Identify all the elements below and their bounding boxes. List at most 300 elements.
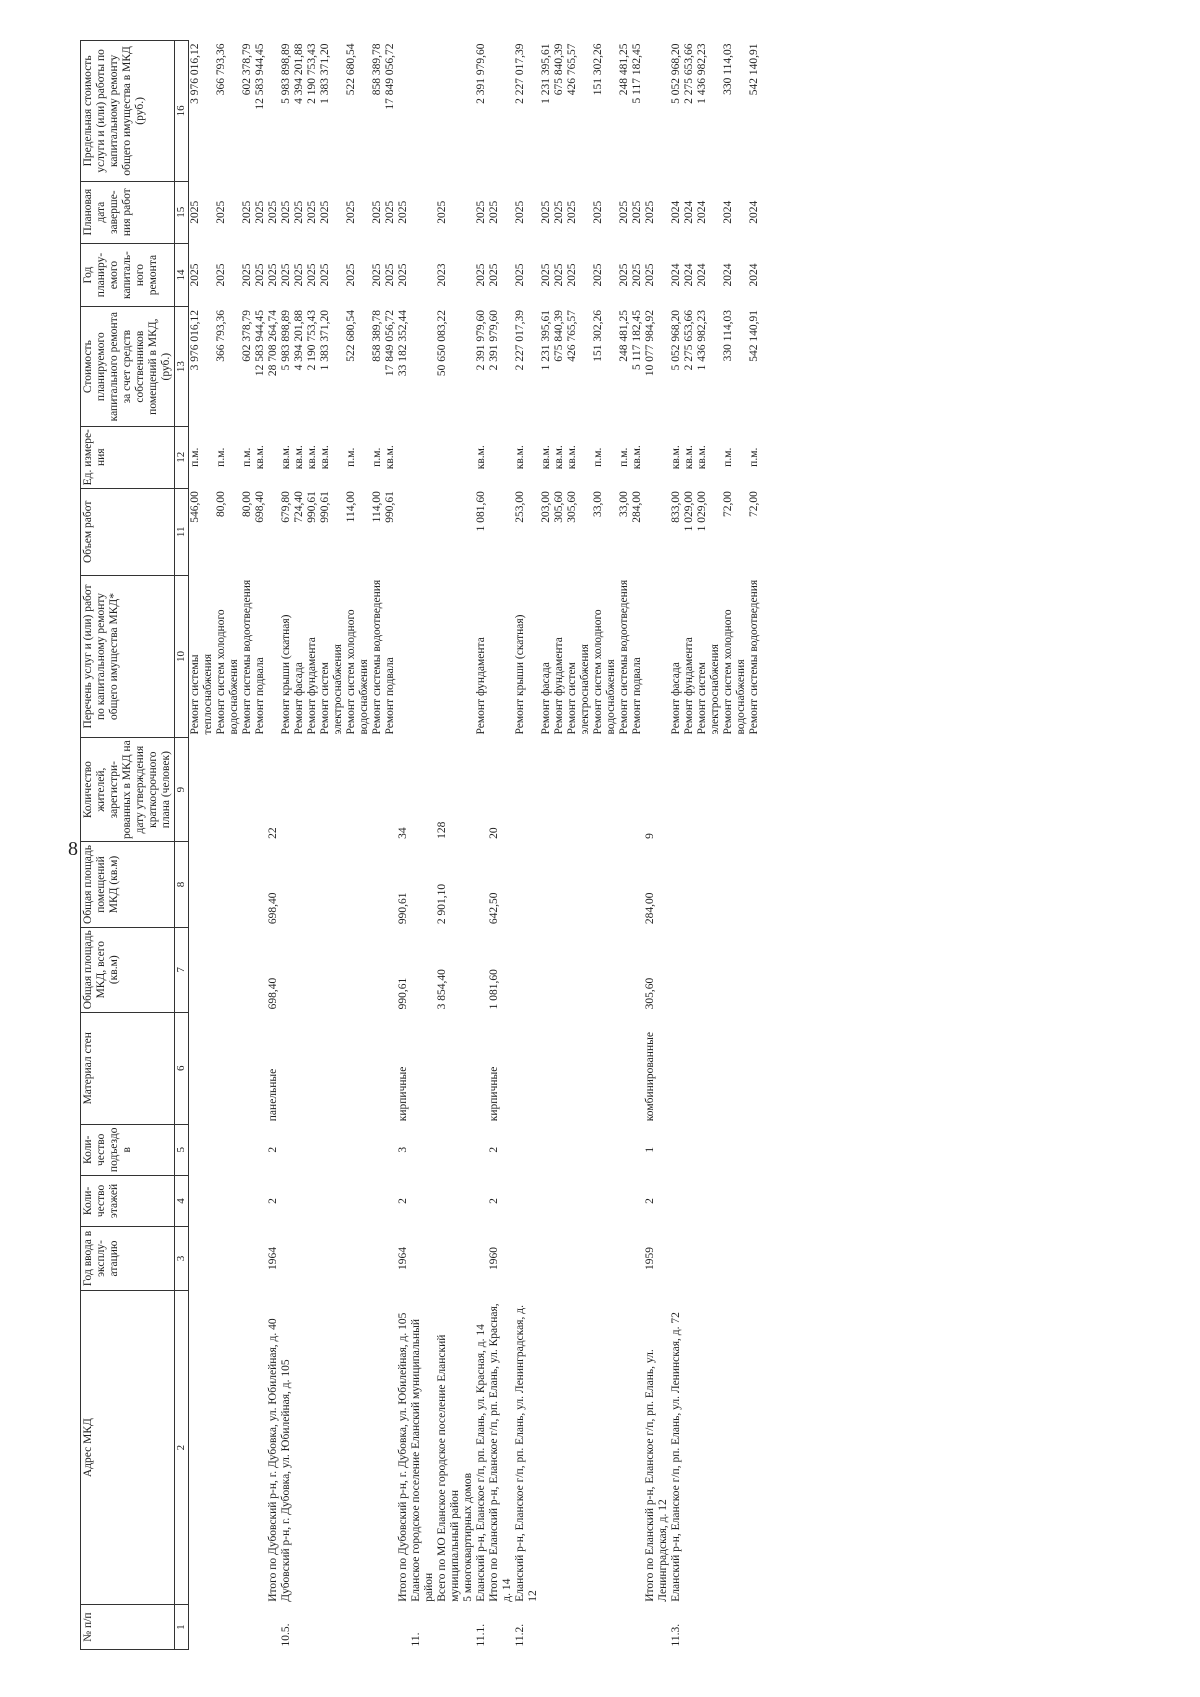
table-cell: 990,61 <box>397 892 409 925</box>
table-cell <box>514 1124 540 1175</box>
table-cell <box>696 1124 722 1175</box>
table-cell <box>293 1290 306 1604</box>
table-cell <box>345 1124 371 1175</box>
table-cell <box>592 1605 618 1650</box>
table-cell <box>462 842 475 927</box>
table-cell: 2024 <box>748 200 760 224</box>
table-cell: 3 <box>397 1146 409 1153</box>
table-cell: 675 840,39 <box>553 310 565 362</box>
table-cell: 34 <box>397 827 409 839</box>
table-cell <box>631 1175 644 1226</box>
table-cell <box>475 1012 488 1124</box>
table-cell: кв.м. <box>566 445 578 470</box>
table-cell <box>306 927 319 1012</box>
table-cell <box>644 426 670 488</box>
table-cell <box>488 1605 514 1650</box>
table-cell <box>540 1124 553 1175</box>
table-cell <box>293 1124 306 1175</box>
table-cell <box>319 842 345 927</box>
column-number: 11 <box>175 488 189 575</box>
table-row <box>683 41 696 1650</box>
table-row <box>644 41 670 1650</box>
table-cell: 2025 <box>553 200 565 224</box>
table-cell: 2025 <box>397 200 409 224</box>
table-cell <box>371 1290 384 1604</box>
table-cell <box>683 1012 696 1124</box>
table-cell: 542 140,91 <box>748 43 760 96</box>
table-cell: 11.2. <box>514 1623 526 1647</box>
table-cell <box>514 842 540 927</box>
table-cell: 284,00 <box>631 491 643 523</box>
table-cell: 2025 <box>618 200 630 224</box>
table-cell <box>254 1175 267 1226</box>
table-cell <box>566 1124 592 1175</box>
table-cell <box>683 842 696 927</box>
table-row <box>384 41 397 1650</box>
table-cell <box>670 927 683 1012</box>
table-cell <box>267 426 280 488</box>
table-cell <box>722 1227 748 1291</box>
table-cell: 2025 <box>371 263 383 287</box>
table-row <box>722 41 748 1650</box>
table-cell: 2025 <box>475 200 487 224</box>
table-cell: Ремонт подвала <box>631 657 643 735</box>
table-cell: Еланское городское поселение Еланский муниципальный район <box>410 1318 435 1602</box>
table-cell: 3 976 016,12 <box>189 43 201 104</box>
table-cell: 5 052 968,20 <box>670 310 682 371</box>
table-cell: Ремонт крыши (скатная) <box>514 614 526 735</box>
table-cell <box>371 1175 384 1226</box>
table-cell: 2025 <box>436 200 448 224</box>
table-cell <box>371 842 384 927</box>
table-cell: Ремонт систем электроснабжения <box>319 644 344 735</box>
table-cell <box>566 1175 592 1226</box>
table-cell: 1959 <box>644 1246 656 1270</box>
table-cell: кв.м. <box>514 445 526 470</box>
table-cell <box>696 1605 722 1650</box>
table-cell: 1 383 371,20 <box>319 43 331 104</box>
table-cell: 11. <box>410 1632 422 1647</box>
table-cell: 2024 <box>683 263 695 287</box>
table-cell: 2025 <box>215 200 227 224</box>
table-row <box>293 41 306 1650</box>
table-row <box>371 41 384 1650</box>
table-cell <box>267 576 280 738</box>
table-cell <box>748 927 761 1012</box>
table-cell: 12 583 944,45 <box>254 310 266 377</box>
table-cell <box>436 41 462 182</box>
table-cell: Ремонт крыши (скатная) <box>280 614 292 735</box>
table-cell: 2 275 653,66 <box>683 43 695 104</box>
table-cell <box>462 1227 475 1291</box>
table-row <box>566 41 592 1650</box>
table-cell <box>306 1175 319 1226</box>
table-cell <box>618 737 631 841</box>
table-cell: 151 302,26 <box>592 310 604 362</box>
table-cell <box>319 1175 345 1226</box>
table-cell <box>436 1227 462 1291</box>
table-cell <box>748 1012 761 1124</box>
table-cell: 5 983 898,89 <box>280 310 292 371</box>
table-cell: Ремонт систем электроснабжения <box>566 644 591 735</box>
table-cell <box>241 1605 254 1650</box>
table-cell <box>462 927 475 1012</box>
table-cell <box>592 737 618 841</box>
table-cell <box>267 1605 280 1650</box>
table-cell: 2025 <box>566 263 578 287</box>
table-cell: п.м. <box>345 447 357 467</box>
table-cell: 426 765,57 <box>566 43 578 96</box>
table-cell: 330 114,03 <box>722 43 734 95</box>
table-cell <box>618 1227 631 1291</box>
table-cell <box>566 1605 592 1650</box>
table-cell <box>215 1012 241 1124</box>
table-cell <box>215 737 241 841</box>
table-cell <box>189 1012 216 1124</box>
table-cell <box>592 1175 618 1226</box>
table-cell: 990,61 <box>306 491 318 523</box>
table-cell: 2024 <box>722 200 734 224</box>
table-cell <box>553 927 566 1012</box>
table-cell: 11.3. <box>670 1623 682 1647</box>
table-cell <box>488 488 514 575</box>
table-cell: 5 117 182,45 <box>631 43 643 104</box>
table-cell: 1 383 371,20 <box>319 310 331 371</box>
table-cell <box>722 1605 748 1650</box>
table-cell: кв.м. <box>319 445 331 470</box>
table-cell: 80,00 <box>215 491 227 517</box>
table-cell: кв.м. <box>384 445 396 470</box>
table-cell <box>215 1227 241 1291</box>
table-cell <box>371 1124 384 1175</box>
table-cell <box>436 426 462 488</box>
table-cell: 2025 <box>306 200 318 224</box>
table-cell: Ремонт фасада <box>670 662 682 735</box>
table-cell <box>475 1227 488 1291</box>
table-cell: панельные <box>267 1068 279 1122</box>
table-row <box>488 41 514 1650</box>
table-cell: 698,40 <box>267 892 279 925</box>
table-cell <box>215 842 241 927</box>
table-cell: 248 481,25 <box>618 310 630 362</box>
table-row <box>696 41 722 1650</box>
table-cell: Ремонт систем холодного водоснабжения <box>592 609 617 735</box>
table-row <box>241 41 254 1650</box>
table-row <box>345 41 371 1650</box>
table-cell: 2025 <box>306 263 318 287</box>
table-cell <box>514 1175 540 1226</box>
table-cell: 33,00 <box>618 491 630 517</box>
table-cell <box>189 842 216 927</box>
table-cell <box>696 1175 722 1226</box>
table-cell <box>748 1175 761 1226</box>
table-cell: 2025 <box>241 263 253 287</box>
table-cell: 990,61 <box>319 491 331 523</box>
table-cell <box>306 1227 319 1291</box>
table-cell <box>267 488 280 575</box>
table-cell <box>566 927 592 1012</box>
table-cell: Ремонт фасада <box>540 662 552 735</box>
table-cell: 2024 <box>696 263 708 287</box>
table-cell <box>345 1012 371 1124</box>
table-cell <box>306 1605 319 1650</box>
table-cell <box>670 1227 683 1291</box>
table-cell <box>683 1227 696 1291</box>
table-cell <box>553 1227 566 1291</box>
table-cell: 2025 <box>280 263 292 287</box>
table-cell: 2025 <box>293 263 305 287</box>
table-cell <box>540 737 553 841</box>
table-cell <box>241 1124 254 1175</box>
table-row <box>410 41 436 1650</box>
table-cell: 2025 <box>631 263 643 287</box>
table-cell <box>540 1175 553 1226</box>
table-cell <box>319 1227 345 1291</box>
table-cell <box>540 842 553 927</box>
table-cell: 2025 <box>540 263 552 287</box>
column-header: Перечень услуг и (или) работ по капитальному ремонту общего имущества МКД* <box>81 576 175 738</box>
column-number: 8 <box>175 842 189 927</box>
table-cell <box>319 737 345 841</box>
table-cell: 80,00 <box>241 491 253 517</box>
table-cell <box>683 737 696 841</box>
table-cell <box>514 1012 540 1124</box>
table-cell: 2 <box>488 1198 500 1204</box>
table-cell: 675 840,39 <box>553 43 565 96</box>
table-cell <box>345 927 371 1012</box>
table-cell: 3 976 016,12 <box>189 310 201 371</box>
table-cell: кв.м. <box>696 445 708 470</box>
table-cell: 203,00 <box>540 491 552 523</box>
column-number: 1 <box>175 1605 189 1650</box>
table-cell <box>618 1012 631 1124</box>
table-cell <box>436 488 462 575</box>
table-cell: 2025 <box>514 263 526 287</box>
table-cell: 5 многоквартирных домов <box>462 1472 474 1602</box>
table-cell <box>254 1124 267 1175</box>
column-number: 7 <box>175 927 189 1012</box>
table-row <box>397 41 410 1650</box>
table-cell <box>280 927 293 1012</box>
table-cell <box>540 1605 553 1650</box>
table-cell: кирпичные <box>397 1066 409 1122</box>
table-cell <box>462 181 475 243</box>
table-cell: Ремонт систем холодного водоснабжения <box>345 609 370 735</box>
table-cell <box>748 1227 761 1291</box>
table-cell <box>293 1605 306 1650</box>
table-cell: кв.м. <box>254 445 266 470</box>
table-cell <box>241 1175 254 1226</box>
table-cell <box>410 737 436 841</box>
table-cell <box>696 1290 722 1604</box>
column-header: Общая площадь МКД, всего (кв.м) <box>81 927 175 1012</box>
table-cell: п.м. <box>215 447 227 467</box>
table-cell: п.м. <box>241 447 253 467</box>
table-cell: 72,00 <box>722 491 734 517</box>
table-cell <box>345 1290 371 1604</box>
table-cell: 2 <box>644 1198 656 1204</box>
table-cell: 1964 <box>397 1246 409 1270</box>
table-cell: кв.м. <box>631 445 643 470</box>
table-cell <box>254 1290 267 1604</box>
table-cell <box>683 1290 696 1604</box>
table-cell <box>215 1124 241 1175</box>
table-cell <box>462 1012 475 1124</box>
table-cell: 114,00 <box>371 491 383 523</box>
table-cell: 602 378,79 <box>241 43 253 96</box>
table-cell: 2 <box>488 1146 500 1153</box>
table-cell: 20 <box>488 827 500 839</box>
column-number: 12 <box>175 426 189 488</box>
table-cell <box>592 1290 618 1604</box>
table-cell <box>475 737 488 841</box>
table-cell <box>189 1290 216 1604</box>
table-cell <box>345 737 371 841</box>
table-cell: 2025 <box>384 263 396 287</box>
table-cell: кв.м. <box>553 445 565 470</box>
table-cell: 602 378,79 <box>241 310 253 362</box>
table-cell: Ремонт фундамента <box>475 637 487 735</box>
table-cell <box>631 1012 644 1124</box>
column-header: Предельная стоимость услуги и (или) работы по капитальному ремонту общего имущества в МКД (руб.) <box>81 41 175 182</box>
table-cell <box>670 737 683 841</box>
table-cell: 5 117 182,45 <box>631 310 643 370</box>
column-number: 4 <box>175 1175 189 1226</box>
table-cell <box>475 1124 488 1175</box>
table-cell: 2 391 979,60 <box>475 43 487 104</box>
table-row <box>670 41 683 1650</box>
table-cell: 2025 <box>319 200 331 224</box>
table-cell: Ремонт фундамента <box>553 637 565 735</box>
table-cell <box>254 737 267 841</box>
table-cell: 253,00 <box>514 491 526 523</box>
column-header: Материал стен <box>81 1012 175 1124</box>
table-cell <box>592 1124 618 1175</box>
column-number: 5 <box>175 1124 189 1175</box>
table-cell <box>631 927 644 1012</box>
table-cell: 2025 <box>384 200 396 224</box>
table-cell: 2025 <box>371 200 383 224</box>
table-cell <box>189 1605 216 1650</box>
table-cell <box>436 1124 462 1175</box>
table-cell <box>670 1175 683 1226</box>
table-cell <box>384 1124 397 1175</box>
table-cell: Ремонт фундамента <box>683 637 695 735</box>
table-cell <box>189 1124 216 1175</box>
table-cell: 2024 <box>683 200 695 224</box>
table-cell <box>306 1290 319 1604</box>
table-cell: Всего по МО Еланское городское поселение Еланский муниципальный район <box>436 1334 461 1602</box>
table-cell <box>462 41 475 182</box>
table-cell <box>241 1012 254 1124</box>
table-cell: 724,40 <box>293 491 305 523</box>
table-cell: 1 436 982,23 <box>696 43 708 104</box>
table-cell: 426 765,57 <box>566 310 578 362</box>
table-cell <box>410 576 436 738</box>
table-cell: Ремонт систем электроснабжения <box>696 644 721 735</box>
table-cell: 33 182 352,44 <box>397 310 409 377</box>
table-cell: Ремонт подвала <box>384 657 396 735</box>
table-cell <box>215 927 241 1012</box>
table-cell: 17 849 056,72 <box>384 310 396 377</box>
table-cell <box>475 1175 488 1226</box>
table-cell <box>722 1124 748 1175</box>
table-cell <box>566 1227 592 1291</box>
table-cell: Итого по Еланский р-н, Еланское г/п, рп. Елань, ул. Красная, д. 14 <box>488 1303 513 1602</box>
table-cell <box>592 927 618 1012</box>
table-cell <box>397 488 410 575</box>
table-cell <box>397 426 410 488</box>
table-cell <box>683 1605 696 1650</box>
table-cell <box>384 842 397 927</box>
table-cell: 2025 <box>488 200 500 224</box>
table-cell <box>631 1290 644 1604</box>
table-cell <box>293 1175 306 1226</box>
table-cell: 2025 <box>254 200 266 224</box>
table-cell <box>254 1227 267 1291</box>
table-row <box>553 41 566 1650</box>
table-row <box>319 41 345 1650</box>
table-cell <box>618 842 631 927</box>
table-cell: 990,61 <box>397 977 409 1010</box>
table-cell <box>462 1124 475 1175</box>
table-cell: п.м. <box>748 447 760 467</box>
table-cell <box>462 426 475 488</box>
page-number: 8 <box>68 838 78 860</box>
table-cell <box>592 842 618 927</box>
table-cell <box>631 842 644 927</box>
table-cell: 5 983 898,89 <box>280 43 292 104</box>
column-header: Количество жителей, зарегистри-рованных в МКД на дату утверждения краткосрочного плана (человек) <box>81 737 175 841</box>
table-cell <box>553 842 566 927</box>
table-cell <box>189 1175 216 1226</box>
table-cell <box>683 927 696 1012</box>
table-cell <box>293 737 306 841</box>
table-cell <box>748 842 761 927</box>
table-cell <box>306 1012 319 1124</box>
column-number: 16 <box>175 41 189 182</box>
table-row <box>267 41 280 1650</box>
table-cell: 542 140,91 <box>748 310 760 362</box>
table-cell <box>722 1012 748 1124</box>
table-cell <box>618 1605 631 1650</box>
table-cell: 2025 <box>475 263 487 287</box>
table-cell: Ремонт системы теплоснабжения <box>189 653 214 735</box>
table-cell: 2025 <box>189 200 201 224</box>
table-cell: 2 227 017,39 <box>514 310 526 371</box>
table-cell: 2 <box>397 1198 409 1204</box>
table-cell <box>436 1012 462 1124</box>
table-cell: 1 <box>644 1146 656 1153</box>
table-cell <box>241 927 254 1012</box>
column-number-row <box>175 41 189 1650</box>
table-cell <box>410 927 436 1012</box>
table-cell <box>618 1290 631 1604</box>
table-row <box>475 41 488 1650</box>
table-cell <box>410 243 436 307</box>
table-cell: Итого по Еланский р-н, Еланское г/п, рп. Елань, ул. Ленинградская, д. 12 <box>644 1349 669 1602</box>
table-row <box>540 41 553 1650</box>
table-cell: 2 <box>267 1146 279 1153</box>
table-cell <box>280 1227 293 1291</box>
table-cell <box>345 1175 371 1226</box>
capital-repair-table <box>80 40 761 1650</box>
table-cell <box>670 1124 683 1175</box>
table-cell: 698,40 <box>267 977 279 1010</box>
table-cell <box>241 737 254 841</box>
table-cell: кв.м. <box>306 445 318 470</box>
table-cell: 22 <box>267 827 279 839</box>
